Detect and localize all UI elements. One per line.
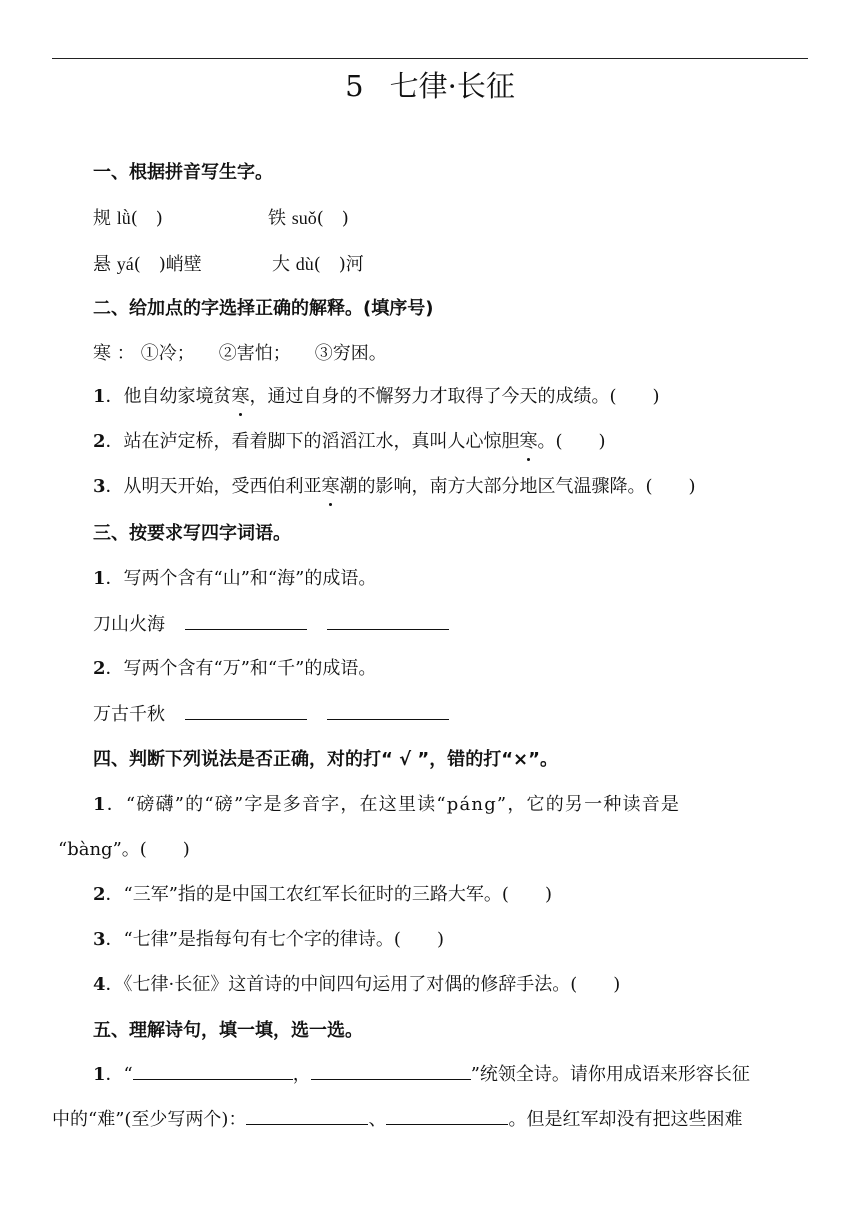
answer-blank[interactable] (311, 1063, 471, 1080)
question-3-2: 2．写两个含有“万”和“千”的成语。 (93, 658, 377, 679)
answer-blank[interactable] (185, 703, 307, 720)
answer-blank[interactable] (133, 1063, 293, 1080)
question-2-2: 2．站在泸定桥，看着脚下的滔滔江水，真叫人心惊胆寒。( ) (93, 431, 606, 452)
question-4-1: 1．“磅礴”的“磅”字是多音字，在这里读“páng”，它的另一种读音是 (93, 794, 681, 815)
lesson-title: 七律·长征 (389, 69, 515, 103)
answer-blank[interactable] (327, 613, 449, 630)
section2-heading: 二、给加点的字选择正确的解释。(填序号) (93, 298, 434, 319)
answer-row-2: 万古千秋 (93, 703, 449, 727)
question-5-1: 1．“ ， ”统领全诗。请你用成语来形容长征 (93, 1064, 750, 1085)
question-5-1-cont: 中的“难”(至少写两个)： 、 。但是红军却没有把这些困难 (52, 1109, 743, 1130)
question-3-1: 1．写两个含有“山”和“海”的成语。 (93, 568, 377, 589)
section4-heading: 四、判断下列说法是否正确，对的打“ √ ”，错的打“×”。 (93, 749, 558, 770)
section5-heading: 五、理解诗句，填一填，选一选。 (93, 1020, 363, 1041)
question-4-3: 3．“七律”是指每句有七个字的律诗。( ) (93, 929, 444, 950)
dotted-char: 寒 (231, 386, 250, 407)
top-rule (52, 58, 808, 59)
answer-blank[interactable] (386, 1108, 508, 1125)
section1-heading: 一、根据拼音写生字。 (93, 162, 273, 183)
question-2-1: 1．他自幼家境贫寒，通过自身的不懈努力才取得了今天的成绩。( ) (93, 386, 660, 407)
question-2-3: 3．从明天开始，受西伯利亚寒潮的影响，南方大部分地区气温骤降。( ) (93, 476, 696, 497)
question-4-1-cont: “bàng”。( ) (58, 839, 190, 860)
answer-blank[interactable] (327, 703, 449, 720)
pinyin-item-1: 规 lǜ( ) (93, 208, 163, 229)
page-title (0, 64, 860, 105)
lesson-number: 5 (345, 69, 364, 103)
answer-blank[interactable] (185, 613, 307, 630)
dotted-char: 寒 (519, 431, 538, 452)
meaning-options: 寒 ： ①冷； ②害怕； ③穷困。 (93, 343, 387, 364)
pinyin-item-4: 大 dù( )河 (272, 254, 364, 275)
dotted-char: 寒 (321, 476, 340, 497)
pinyin-item-3: 悬 yá( )峭壁 (93, 254, 202, 275)
answer-blank[interactable] (246, 1108, 368, 1125)
question-4-4: 4．《七律·长征》这首诗的中间四句运用了对偶的修辞手法。( ) (93, 974, 621, 995)
section3-heading: 三、按要求写四字词语。 (93, 523, 291, 544)
question-4-2: 2．“三军”指的是中国工农红军长征时的三路大军。( ) (93, 884, 552, 905)
answer-row-1: 刀山火海 (93, 613, 449, 637)
pinyin-item-2: 铁 suǒ( ) (268, 208, 349, 229)
